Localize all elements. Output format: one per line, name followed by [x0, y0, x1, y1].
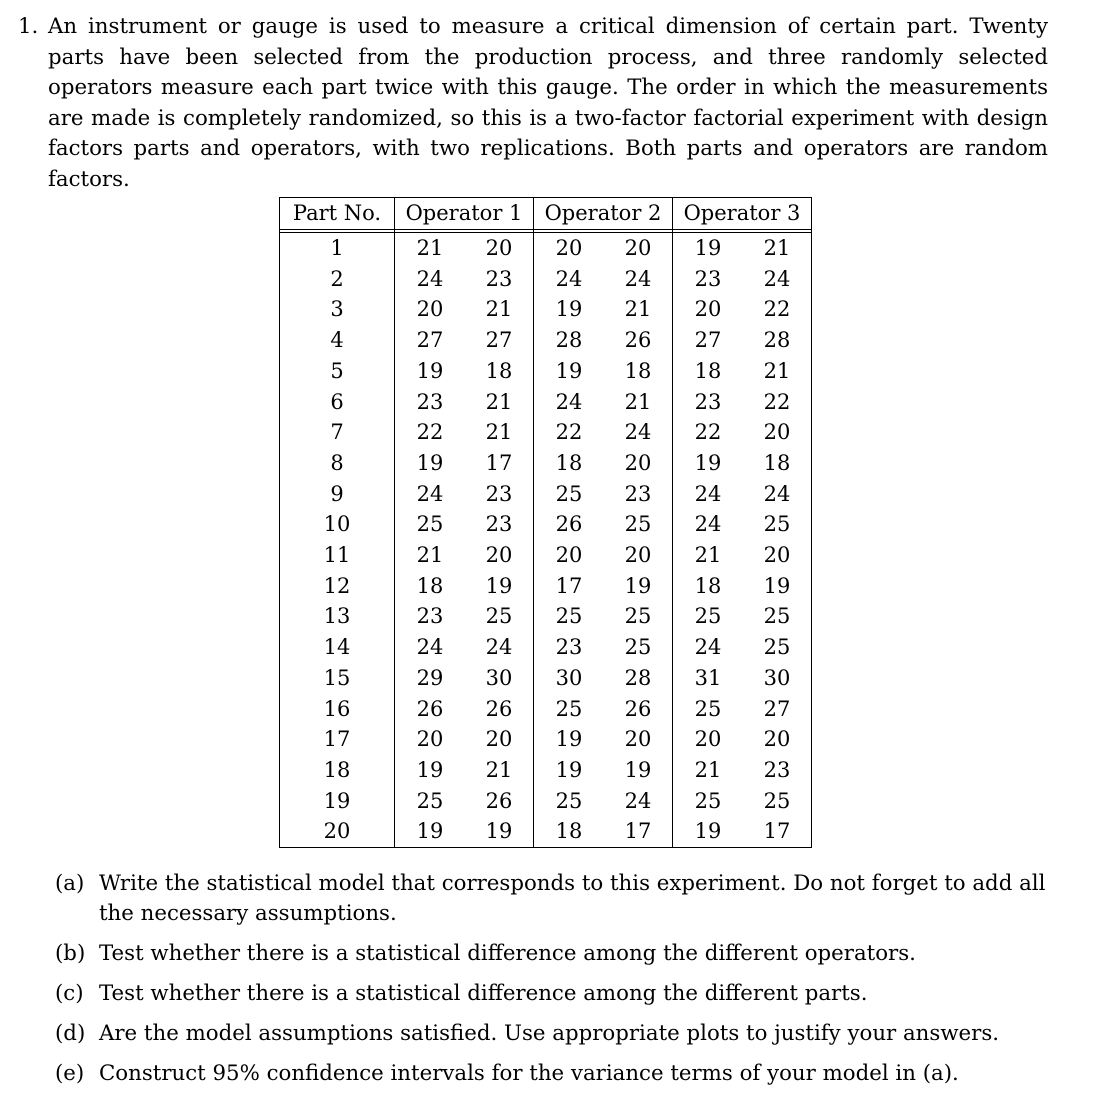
measurement-cell: 21 [465, 755, 534, 786]
measurement-cell: 25 [694, 696, 722, 721]
table-row [280, 755, 812, 786]
measurement-cell: 20 [604, 724, 673, 755]
measurement-cell: 24 [416, 481, 444, 506]
measurement-cell: 31 [694, 665, 722, 690]
measurement-cell: 20 [743, 540, 812, 571]
part-number-cell: 9 [280, 479, 395, 510]
measurement-cell: 24 [416, 635, 444, 660]
measurement-cell: 19 [395, 816, 466, 847]
measurement-cell: 23 [604, 479, 673, 510]
table-body [280, 233, 812, 848]
part-number-cell: 6 [280, 387, 395, 418]
question-text: Construct 95% confidence intervals for the variance terms of your model in (a). [99, 1061, 959, 1086]
measurement-cell: 19 [694, 236, 722, 260]
table-row [280, 356, 812, 387]
measurement-cell: 25 [416, 512, 444, 537]
measurement-cell: 23 [694, 389, 722, 414]
question-text: Write the statistical model that corresponds to this experiment. Do not forget to add all the necessary assumptions. [99, 871, 1046, 926]
measurement-cell: 20 [555, 543, 583, 568]
measurement-cell: 25 [743, 786, 812, 817]
measurement-cell: 18 [555, 450, 583, 475]
measurement-cell: 19 [604, 571, 673, 602]
table-row [280, 816, 812, 847]
measurement-cell: 24 [743, 479, 812, 510]
measurement-cell: 23 [743, 755, 812, 786]
part-number-cell: 2 [280, 264, 395, 295]
part-number-cell: 7 [280, 417, 395, 448]
measurement-cell: 19 [416, 358, 444, 383]
measurement-cell: 24 [694, 512, 722, 537]
measurement-table [279, 197, 812, 848]
measurement-cell: 20 [743, 724, 812, 755]
table-header-row [280, 198, 812, 230]
measurement-cell: 25 [555, 604, 583, 629]
part-number-cell: 15 [280, 663, 395, 694]
measurement-cell: 20 [604, 448, 673, 479]
question-e [55, 1059, 1055, 1089]
measurement-cell: 20 [604, 233, 673, 264]
part-number-cell: 11 [280, 540, 395, 571]
measurement-cell: 21 [465, 417, 534, 448]
measurement-cell: 24 [694, 635, 722, 660]
part-number-cell: 12 [280, 571, 395, 602]
measurement-cell: 25 [604, 632, 673, 663]
measurement-cell: 20 [465, 724, 534, 755]
part-number-cell: 5 [280, 356, 395, 387]
measurement-cell: 17 [555, 573, 583, 598]
question-letter: (e) [55, 1061, 85, 1086]
question-c [55, 979, 1055, 1009]
measurement-cell: 21 [604, 294, 673, 325]
measurement-cell: 24 [604, 264, 673, 295]
table-row [280, 479, 812, 510]
measurement-cell: 26 [604, 325, 673, 356]
header-operator-1: Operator 1 [395, 198, 534, 230]
table-row [280, 571, 812, 602]
measurement-cell: 20 [416, 727, 444, 752]
measurement-cell: 19 [416, 757, 444, 782]
table-row [280, 724, 812, 755]
measurement-cell: 26 [604, 694, 673, 725]
measurement-cell: 24 [694, 481, 722, 506]
measurement-cell: 25 [416, 788, 444, 813]
measurement-cell: 18 [604, 356, 673, 387]
measurement-cell: 28 [555, 328, 583, 353]
measurement-cell: 23 [465, 479, 534, 510]
measurement-cell: 17 [604, 816, 673, 847]
measurement-cell: 25 [694, 788, 722, 813]
question-list [55, 869, 1055, 1099]
question-a [55, 869, 1055, 929]
table-row [280, 632, 812, 663]
measurement-cell: 28 [604, 663, 673, 694]
measurement-cell: 19 [465, 571, 534, 602]
measurement-cell: 24 [604, 417, 673, 448]
question-text: Test whether there is a statistical difference among the different operators. [99, 941, 916, 966]
measurement-cell: 23 [416, 389, 444, 414]
table-row [280, 694, 812, 725]
part-number-cell: 16 [280, 694, 395, 725]
measurement-cell: 20 [694, 727, 722, 752]
measurement-cell: 25 [604, 601, 673, 632]
question-d [55, 1019, 1055, 1049]
measurement-cell: 18 [416, 573, 444, 598]
table-row [280, 540, 812, 571]
measurement-cell: 20 [694, 297, 722, 322]
part-number-cell: 17 [280, 724, 395, 755]
measurement-cell: 27 [694, 328, 722, 353]
problem-text: An instrument or gauge is used to measure a critical dimension of certain part. Twenty parts have been selected from the production process, and three randomly selected operators measure each part twice with this gauge. The order in which the measurements are made is completely randomized, so this is a two-factor factorial experiment with design factors parts and operators, with two replications. Both parts and operators are random factors. [48, 14, 1048, 192]
measurement-cell: 25 [555, 696, 583, 721]
measurement-cell: 25 [555, 788, 583, 813]
measurement-cell: 23 [555, 635, 583, 660]
measurement-cell: 26 [465, 786, 534, 817]
table-row [280, 233, 812, 264]
question-text: Are the model assumptions satisfied. Use appropriate plots to justify your answers. [99, 1021, 1000, 1046]
measurement-cell: 25 [465, 601, 534, 632]
measurement-cell: 29 [416, 665, 444, 690]
part-number-cell: 8 [280, 448, 395, 479]
measurement-cell: 18 [743, 448, 812, 479]
table-row [280, 663, 812, 694]
measurement-cell: 19 [673, 816, 744, 847]
problem-statement [18, 12, 1048, 196]
part-number-cell: 3 [280, 294, 395, 325]
measurement-cell: 30 [465, 663, 534, 694]
measurement-cell: 30 [555, 665, 583, 690]
table-row [280, 509, 812, 540]
measurement-cell: 21 [465, 294, 534, 325]
measurement-cell: 17 [743, 816, 812, 847]
question-letter: (b) [55, 941, 86, 966]
measurement-cell: 18 [694, 573, 722, 598]
measurement-cell: 21 [743, 356, 812, 387]
measurement-cell: 26 [465, 694, 534, 725]
measurement-cell: 19 [743, 571, 812, 602]
table-row [280, 786, 812, 817]
measurement-cell: 20 [465, 540, 534, 571]
measurement-cell: 18 [534, 816, 605, 847]
measurement-cell: 28 [743, 325, 812, 356]
measurement-cell: 17 [465, 448, 534, 479]
measurement-cell: 22 [694, 420, 722, 445]
part-number-cell: 18 [280, 755, 395, 786]
measurement-cell: 22 [743, 387, 812, 418]
measurement-cell: 18 [465, 356, 534, 387]
table-row [280, 264, 812, 295]
measurement-cell: 25 [743, 509, 812, 540]
header-part-no: Part No. [280, 198, 395, 230]
question-letter: (a) [55, 871, 85, 896]
measurement-cell: 24 [416, 266, 444, 291]
table-row [280, 325, 812, 356]
measurement-cell: 20 [465, 233, 534, 264]
measurement-cell: 26 [555, 512, 583, 537]
measurement-cell: 23 [416, 604, 444, 629]
measurement-cell: 21 [604, 387, 673, 418]
question-b [55, 939, 1055, 969]
measurement-cell: 19 [555, 358, 583, 383]
table-row [280, 294, 812, 325]
measurement-cell: 22 [743, 294, 812, 325]
table-row [280, 448, 812, 479]
measurement-cell: 25 [694, 604, 722, 629]
part-number-cell: 4 [280, 325, 395, 356]
measurement-cell: 23 [694, 266, 722, 291]
table-row [280, 387, 812, 418]
part-number-cell: 14 [280, 632, 395, 663]
question-letter: (d) [55, 1021, 86, 1046]
measurement-cell: 23 [465, 509, 534, 540]
measurement-cell: 19 [604, 755, 673, 786]
measurement-cell: 21 [694, 757, 722, 782]
measurement-cell: 24 [555, 266, 583, 291]
measurement-cell: 21 [743, 233, 812, 264]
measurement-cell: 24 [743, 264, 812, 295]
measurement-cell: 21 [465, 387, 534, 418]
part-number-cell: 1 [280, 233, 395, 264]
question-text: Test whether there is a statistical difference among the different parts. [99, 981, 868, 1006]
measurement-cell: 24 [555, 389, 583, 414]
part-number-cell: 19 [280, 786, 395, 817]
measurement-cell: 27 [465, 325, 534, 356]
measurement-cell: 19 [465, 816, 534, 847]
measurement-cell: 26 [416, 696, 444, 721]
measurement-cell: 21 [416, 236, 444, 260]
measurement-cell: 19 [555, 757, 583, 782]
measurement-cell: 19 [555, 727, 583, 752]
part-number-cell: 10 [280, 509, 395, 540]
measurement-cell: 24 [465, 632, 534, 663]
measurement-cell: 23 [465, 264, 534, 295]
measurement-cell: 19 [555, 297, 583, 322]
measurement-cell: 22 [416, 420, 444, 445]
measurement-cell: 24 [604, 786, 673, 817]
measurement-cell: 27 [743, 694, 812, 725]
measurement-cell: 19 [416, 450, 444, 475]
measurement-cell: 21 [694, 543, 722, 568]
measurement-cell: 30 [743, 663, 812, 694]
table-row [280, 601, 812, 632]
table-row [280, 417, 812, 448]
part-number-cell: 20 [280, 816, 395, 847]
measurement-cell: 18 [694, 358, 722, 383]
header-operator-3: Operator 3 [673, 198, 812, 230]
part-number-cell: 13 [280, 601, 395, 632]
measurement-cell: 22 [555, 420, 583, 445]
measurement-cell: 20 [604, 540, 673, 571]
question-letter: (c) [55, 981, 84, 1006]
measurement-cell: 19 [694, 450, 722, 475]
problem-number: 1. [18, 14, 39, 39]
header-operator-2: Operator 2 [534, 198, 673, 230]
measurement-cell: 25 [555, 481, 583, 506]
measurement-cell: 21 [416, 543, 444, 568]
measurement-cell: 27 [416, 328, 444, 353]
measurement-cell: 20 [555, 236, 583, 260]
measurement-cell: 25 [604, 509, 673, 540]
measurement-cell: 20 [743, 417, 812, 448]
measurement-cell: 25 [743, 601, 812, 632]
measurement-cell: 20 [416, 297, 444, 322]
measurement-cell: 25 [743, 632, 812, 663]
